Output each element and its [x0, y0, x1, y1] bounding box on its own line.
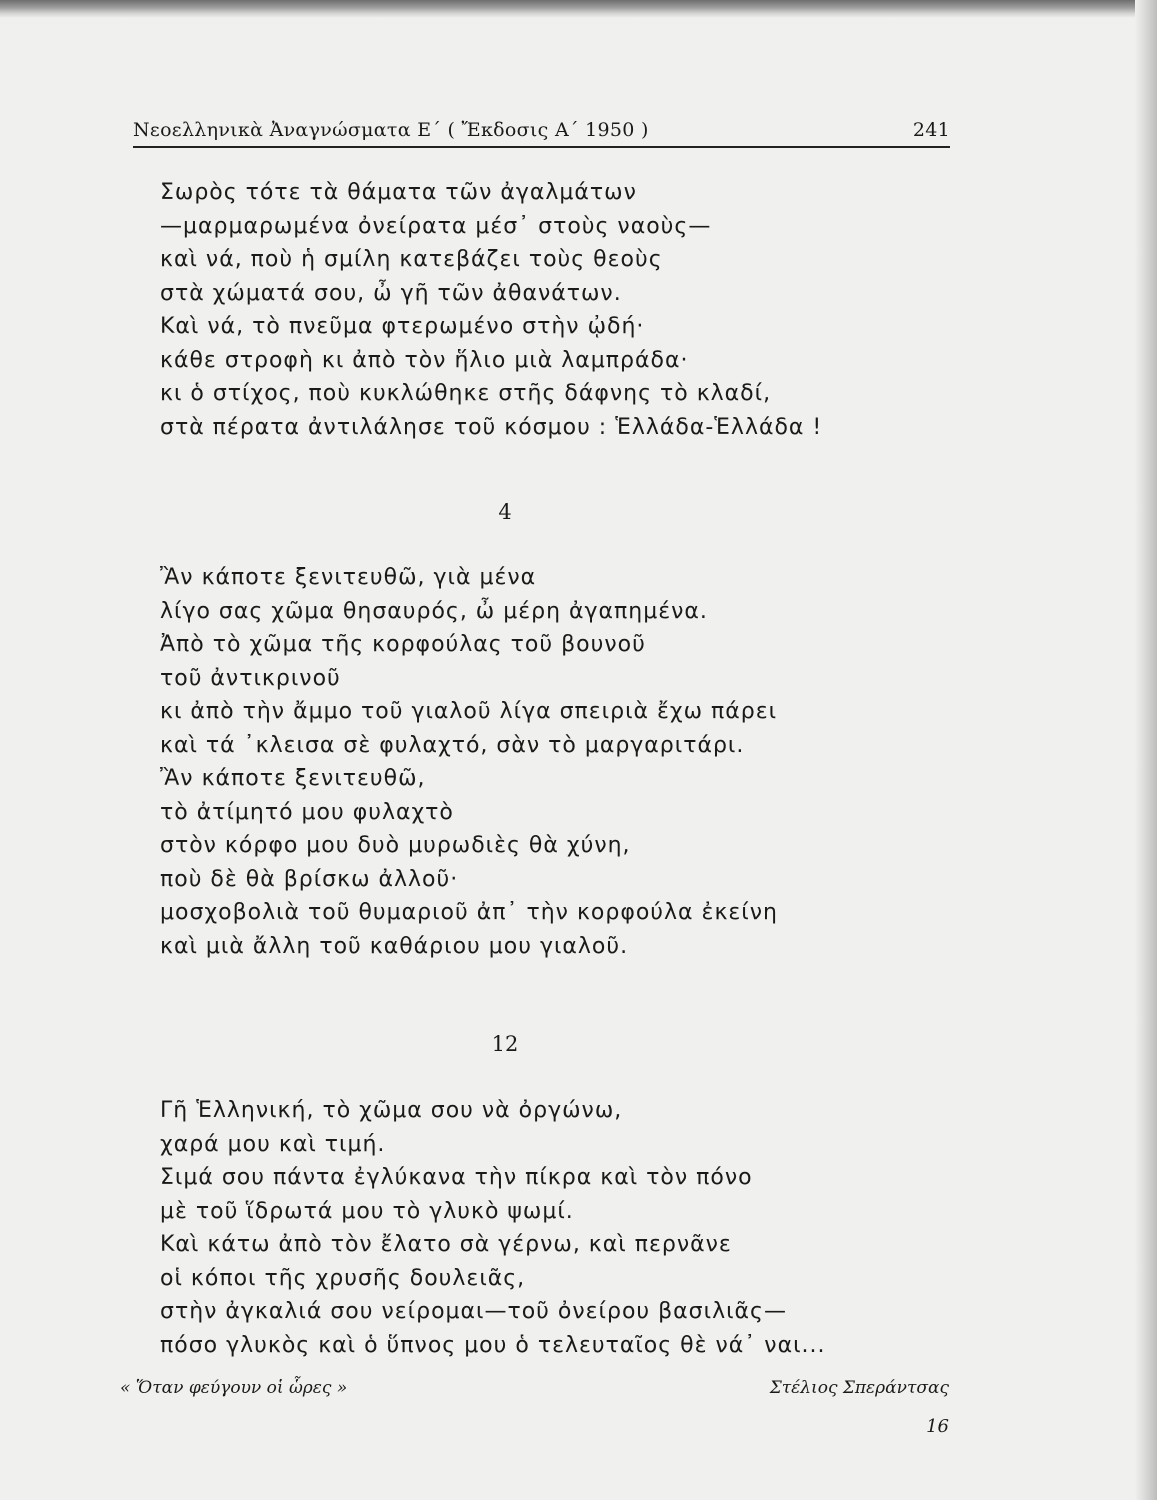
- poem-excerpt-1: [160, 176, 920, 444]
- poem-line: λίγο σας χῶμα θησαυρός, ὦ μέρη ἀγαπημένα.: [160, 598, 708, 624]
- poem-line: κι ὁ στίχος, ποὺ κυκλώθηκε στῆς δάφνης τὸ κλαδί,: [160, 381, 772, 406]
- scan-right-edge: [1135, 0, 1157, 1500]
- page-number: 241: [912, 119, 950, 141]
- poem-line: οἱ κόποι τῆς χρυσῆς δουλειᾶς,: [160, 1265, 526, 1291]
- poem-line: Γῆ Ἑλληνική, τὸ χῶμα σου νὰ ὀργώνω,: [160, 1098, 623, 1123]
- poem-line: στὴν ἀγκαλιά σου νείρομαι—τοῦ ὀνείρου βασιλιᾶς—: [160, 1299, 787, 1324]
- book-title: Νεοελληνικὰ Ἀναγνώσματα Ε΄ ( Ἔκδοσις Α΄ 1950 ): [133, 119, 649, 141]
- poem-line: ποὺ δὲ θὰ βρίσκω ἀλλοῦ·: [160, 866, 459, 892]
- running-header: [133, 116, 950, 148]
- poem-line: Ἀπὸ τὸ χῶμα τῆς κορφούλας τοῦ βουνοῦ: [160, 632, 646, 657]
- poem-section-12: [160, 1094, 920, 1362]
- poem-line: τὸ ἀτίμητό μου φυλαχτὸ: [160, 799, 454, 825]
- poem-line: Ἂν κάποτε ξενιτευθῶ, γιὰ μένα: [160, 565, 537, 590]
- author-name: Στέλιος Σπεράντσας: [769, 1378, 949, 1398]
- poem-line: —μαρμαρωμένα ὀνείρατα μέσ᾿ στοὺς ναοὺς—: [160, 213, 712, 239]
- poem-line: στὰ πέρατα ἀντιλάλησε τοῦ κόσμου : Ἑλλάδα-Ἑλλάδα !: [160, 414, 823, 440]
- poem-line: Καὶ κάτω ἀπὸ τὸν ἔλατο σὰ γέρνω, καὶ περνᾶνε: [160, 1232, 732, 1257]
- poem-line: στὰ χώματά σου, ὦ γῆ τῶν ἀθανάτων.: [160, 280, 622, 306]
- section-number-12: 12: [491, 1032, 519, 1056]
- poem-line: Ἂν κάποτε ξενιτευθῶ,: [160, 766, 426, 791]
- scan-top-edge: [0, 0, 1157, 18]
- poem-line: μὲ τοῦ ἵδρωτά μου τὸ γλυκὸ ψωμί.: [160, 1198, 574, 1224]
- poem-line: καὶ τά ᾿κλεισα σὲ φυλαχτό, σὰν τὸ μαργαριτάρι.: [160, 732, 745, 758]
- printer-signature-mark: 16: [926, 1416, 949, 1437]
- poem-line: πόσο γλυκὸς καὶ ὁ ὕπνος μου ὁ τελευταῖος θὲ νά᾿ ναι...: [160, 1332, 826, 1358]
- poem-line: Σωρὸς τότε τὰ θάματα τῶν ἀγαλμάτων: [160, 180, 637, 205]
- poem-line: κι ἀπὸ τὴν ἄμμο τοῦ γιαλοῦ λίγα σπειριὰ ἔχω πάρει: [160, 699, 778, 724]
- poem-line: καὶ μιὰ ἄλλη τοῦ καθάριου μου γιαλοῦ.: [160, 933, 629, 959]
- poem-line: Σιμά σου πάντα ἐγλύκανα τὴν πίκρα καὶ τὸν πόνο: [160, 1165, 753, 1190]
- poem-line: χαρά μου καὶ τιμή.: [160, 1131, 386, 1157]
- poem-line: τοῦ ἀντικρινοῦ: [160, 665, 341, 691]
- source-citation: « Ὅταν φεύγουν οἱ ὧρες »: [120, 1378, 348, 1398]
- poem-line: Καὶ νά, τὸ πνεῦμα φτερωμένο στὴν ᾠδή·: [160, 314, 645, 339]
- poem-line: μοσχοβολιὰ τοῦ θυμαριοῦ ἀπ᾿ τὴν κορφούλα ἐκείνη: [160, 900, 778, 925]
- poem-line: καὶ νά, ποὺ ἡ σμίλη κατεβάζει τοὺς θεοὺς: [160, 247, 663, 272]
- poem-line: κάθε στροφὴ κι ἀπὸ τὸν ἥλιο μιὰ λαμπράδα·: [160, 347, 689, 373]
- poem-line: στὸν κόρφο μου δυὸ μυρωδιὲς θὰ χύνη,: [160, 833, 631, 858]
- poem-section-4: [160, 561, 920, 963]
- section-number-4: 4: [498, 500, 512, 524]
